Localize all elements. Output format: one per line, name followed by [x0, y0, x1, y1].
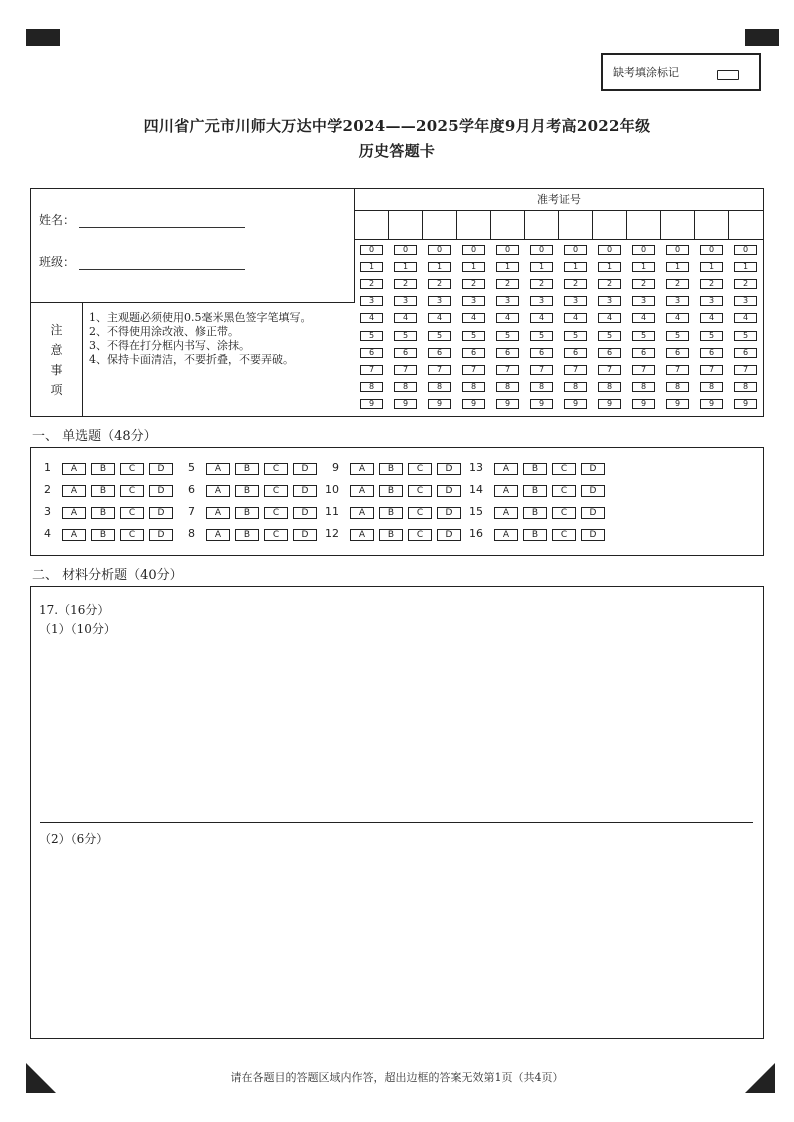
answer-bubble[interactable]: B	[235, 529, 259, 541]
exam-id-digit-bubble[interactable]: 5	[428, 331, 451, 341]
exam-id-digit-bubble[interactable]: 0	[360, 245, 383, 255]
answer-bubble[interactable]: D	[437, 463, 461, 475]
exam-id-digit-bubble[interactable]: 0	[462, 245, 485, 255]
answer-bubble[interactable]: A	[494, 485, 518, 497]
exam-id-digit-bubble[interactable]: 0	[428, 245, 451, 255]
exam-id-digit-bubble[interactable]: 2	[428, 279, 451, 289]
exam-id-digit-bubble[interactable]: 1	[598, 262, 621, 272]
exam-id-digit-bubble[interactable]: 9	[734, 399, 757, 409]
exam-id-digit-bubble[interactable]: 9	[360, 399, 383, 409]
exam-id-digit-bubble[interactable]: 2	[360, 279, 383, 289]
exam-id-write-cell[interactable]	[457, 211, 491, 240]
registration-mark-top-left	[26, 29, 60, 46]
exam-id-digit-bubble[interactable]: 5	[700, 331, 723, 341]
exam-id-digit-bubble[interactable]: 8	[496, 382, 519, 392]
exam-id-digit-bubble[interactable]: 0	[564, 245, 587, 255]
exam-id-digit-bubble[interactable]: 5	[632, 331, 655, 341]
answer-bubble[interactable]: C	[120, 529, 144, 541]
answer-bubble[interactable]: A	[350, 485, 374, 497]
answer-bubble[interactable]: D	[293, 529, 317, 541]
exam-id-digit-bubble[interactable]: 0	[496, 245, 519, 255]
exam-id-digit-bubble[interactable]: 0	[734, 245, 757, 255]
exam-id-digit-bubble[interactable]: 3	[360, 296, 383, 306]
question-number: 3	[44, 505, 51, 518]
exam-id-digit-bubble[interactable]: 0	[700, 245, 723, 255]
answer-bubble[interactable]: D	[581, 529, 605, 541]
question-number: 2	[44, 483, 51, 496]
exam-id-digit-bubble[interactable]: 1	[462, 262, 485, 272]
exam-id-digit-bubble[interactable]: 3	[700, 296, 723, 306]
exam-id-digit-bubble[interactable]: 9	[530, 399, 553, 409]
registration-mark-top-right	[745, 29, 779, 46]
exam-id-digit-bubble[interactable]: 1	[666, 262, 689, 272]
exam-id-digit-bubble[interactable]: 8	[564, 382, 587, 392]
answer-bubble[interactable]: A	[350, 463, 374, 475]
exam-id-digit-bubble[interactable]: 2	[700, 279, 723, 289]
exam-id-digit-bubble[interactable]: 3	[428, 296, 451, 306]
exam-id-digit-bubble[interactable]: 2	[666, 279, 689, 289]
exam-id-digit-bubble[interactable]: 2	[462, 279, 485, 289]
exam-id-digit-bubble[interactable]: 4	[428, 313, 451, 323]
exam-id-write-cell[interactable]	[491, 211, 525, 240]
answer-bubble[interactable]: A	[206, 485, 230, 497]
section-1-heading: 一、 单选题（48分）	[32, 429, 157, 444]
exam-id-digit-bubble[interactable]: 2	[632, 279, 655, 289]
exam-id-digit-bubble[interactable]: 1	[360, 262, 383, 272]
answer-bubble[interactable]: B	[91, 485, 115, 497]
answer-bubble[interactable]: B	[523, 529, 547, 541]
absent-mark-label: 缺考填涂标记	[613, 66, 679, 79]
exam-id-digit-bubble[interactable]: 4	[394, 313, 417, 323]
answer-bubble[interactable]: A	[62, 485, 86, 497]
exam-id-digit-bubble[interactable]: 0	[394, 245, 417, 255]
exam-id-digit-bubble[interactable]: 7	[598, 365, 621, 375]
exam-id-column	[491, 211, 525, 416]
answer-bubble[interactable]: D	[149, 507, 173, 519]
answer-bubble[interactable]: D	[149, 463, 173, 475]
answer-bubble[interactable]: B	[91, 529, 115, 541]
question-number: 14	[469, 483, 483, 496]
notice-label-char: 注	[50, 322, 63, 337]
exam-id-write-cell[interactable]	[627, 211, 661, 240]
exam-id-digit-bubble[interactable]: 7	[632, 365, 655, 375]
answer-bubble[interactable]: D	[149, 485, 173, 497]
exam-id-digit-bubble[interactable]: 2	[530, 279, 553, 289]
question-number: 8	[188, 527, 195, 540]
answer-bubble[interactable]: B	[523, 485, 547, 497]
exam-id-write-cell[interactable]	[355, 211, 389, 240]
exam-id-digit-bubble[interactable]: 3	[598, 296, 621, 306]
exam-id-digit-bubble[interactable]: 9	[428, 399, 451, 409]
answer-bubble[interactable]: B	[523, 463, 547, 475]
exam-id-title: 准考证号	[355, 189, 763, 211]
exam-id-digit-bubble[interactable]: 8	[462, 382, 485, 392]
exam-id-write-cell[interactable]	[695, 211, 729, 240]
absent-mark-box	[601, 53, 761, 91]
answer-bubble[interactable]: D	[293, 463, 317, 475]
exam-id-digit-bubble[interactable]: 6	[734, 348, 757, 358]
answer-bubble[interactable]: A	[62, 529, 86, 541]
exam-id-digit-bubble[interactable]: 9	[598, 399, 621, 409]
name-input-line[interactable]	[79, 214, 245, 228]
answer-bubble[interactable]: A	[350, 529, 374, 541]
exam-id-digit-bubble[interactable]: 6	[496, 348, 519, 358]
notice-list	[89, 311, 351, 367]
exam-id-column	[355, 211, 389, 416]
exam-id-digit-bubble[interactable]: 8	[632, 382, 655, 392]
essay-answer-box[interactable]	[30, 586, 764, 1039]
exam-id-digit-bubble[interactable]: 2	[598, 279, 621, 289]
answer-bubble[interactable]: B	[235, 507, 259, 519]
exam-id-write-cell[interactable]	[389, 211, 423, 240]
absent-mark-bubble[interactable]	[717, 70, 739, 80]
page-footer: 请在各题目的答题区域内作答，超出边框的答案无效第1页（共4页）	[230, 1071, 564, 1084]
exam-id-digit-bubble[interactable]: 7	[564, 365, 587, 375]
exam-id-digit-bubble[interactable]: 6	[632, 348, 655, 358]
exam-id-column	[661, 211, 695, 416]
exam-id-digit-bubble[interactable]: 9	[462, 399, 485, 409]
notice-item: 4、保持卡面清洁，不要折叠，不要弄破。	[89, 353, 294, 366]
answer-bubble[interactable]: B	[91, 507, 115, 519]
answer-bubble[interactable]: A	[62, 463, 86, 475]
answer-bubble[interactable]: C	[264, 463, 288, 475]
exam-id-digit-bubble[interactable]: 1	[530, 262, 553, 272]
exam-id-digit-bubble[interactable]: 6	[700, 348, 723, 358]
exam-id-digit-bubble[interactable]: 8	[428, 382, 451, 392]
answer-bubble[interactable]: B	[523, 507, 547, 519]
question-number: 6	[188, 483, 195, 496]
answer-bubble[interactable]: B	[379, 463, 403, 475]
exam-id-digit-bubble[interactable]: 4	[666, 313, 689, 323]
question-number: 10	[325, 483, 339, 496]
exam-id-digit-bubble[interactable]: 4	[530, 313, 553, 323]
question-number: 15	[469, 505, 483, 518]
answer-bubble[interactable]: C	[120, 485, 144, 497]
answer-bubble[interactable]: C	[120, 463, 144, 475]
exam-id-digit-bubble[interactable]: 4	[734, 313, 757, 323]
exam-id-digit-bubble[interactable]: 3	[666, 296, 689, 306]
question-number: 5	[188, 461, 195, 474]
notice-label-char: 意	[50, 342, 63, 357]
exam-id-digit-bubble[interactable]: 3	[530, 296, 553, 306]
exam-id-digit-bubble[interactable]: 7	[734, 365, 757, 375]
exam-id-digit-bubble[interactable]: 5	[462, 331, 485, 341]
exam-id-digit-bubble[interactable]: 2	[496, 279, 519, 289]
exam-id-digit-bubble[interactable]: 4	[700, 313, 723, 323]
exam-id-digit-bubble[interactable]: 2	[394, 279, 417, 289]
exam-id-write-cell[interactable]	[423, 211, 457, 240]
question-17-part-1-label: （1）（10分）	[39, 622, 116, 636]
class-input-line[interactable]	[79, 256, 245, 270]
exam-id-column	[627, 211, 661, 416]
exam-id-column	[389, 211, 423, 416]
answer-bubble[interactable]: B	[379, 485, 403, 497]
page-subtitle: 历史答题卡	[358, 142, 436, 160]
answer-bubble[interactable]: D	[581, 463, 605, 475]
exam-id-digit-bubble[interactable]: 3	[462, 296, 485, 306]
answer-bubble[interactable]: B	[235, 463, 259, 475]
exam-id-digit-bubble[interactable]: 5	[598, 331, 621, 341]
answer-bubble[interactable]: C	[552, 485, 576, 497]
exam-id-digit-bubble[interactable]: 7	[530, 365, 553, 375]
exam-id-digit-bubble[interactable]: 8	[394, 382, 417, 392]
exam-id-digit-bubble[interactable]: 7	[360, 365, 383, 375]
exam-id-write-cell[interactable]	[559, 211, 593, 240]
answer-bubble[interactable]: C	[264, 529, 288, 541]
answer-bubble[interactable]: C	[552, 507, 576, 519]
answer-bubble[interactable]: D	[437, 529, 461, 541]
exam-id-column	[695, 211, 729, 416]
answer-bubble[interactable]: A	[206, 529, 230, 541]
exam-id-digit-bubble[interactable]: 5	[734, 331, 757, 341]
exam-id-digit-bubble[interactable]: 8	[734, 382, 757, 392]
exam-id-digit-bubble[interactable]: 5	[360, 331, 383, 341]
answer-bubble[interactable]: A	[62, 507, 86, 519]
exam-id-column	[525, 211, 559, 416]
exam-id-digit-bubble[interactable]: 9	[394, 399, 417, 409]
exam-id-digit-bubble[interactable]: 4	[496, 313, 519, 323]
exam-id-digit-bubble[interactable]: 1	[632, 262, 655, 272]
answer-bubble[interactable]: D	[437, 507, 461, 519]
exam-id-digit-bubble[interactable]: 0	[530, 245, 553, 255]
notice-item: 2、不得使用涂改液、修正带。	[89, 325, 239, 338]
exam-id-digit-bubble[interactable]: 8	[360, 382, 383, 392]
question-number: 7	[188, 505, 195, 518]
answer-bubble[interactable]: C	[408, 463, 432, 475]
student-fields	[31, 189, 355, 303]
answer-bubble[interactable]: B	[91, 463, 115, 475]
answer-bubble[interactable]: D	[581, 507, 605, 519]
exam-id-digit-bubble[interactable]: 7	[462, 365, 485, 375]
answer-bubble[interactable]: C	[408, 529, 432, 541]
notice-item: 1、主观题必须使用0.5毫米黑色签字笔填写。	[89, 311, 312, 324]
exam-id-digit-bubble[interactable]: 1	[496, 262, 519, 272]
exam-id-write-cell[interactable]	[593, 211, 627, 240]
answer-bubble[interactable]: B	[379, 529, 403, 541]
exam-id-digit-bubble[interactable]: 7	[666, 365, 689, 375]
exam-id-digit-bubble[interactable]: 8	[598, 382, 621, 392]
answer-bubble[interactable]: C	[264, 485, 288, 497]
question-number: 1	[44, 461, 51, 474]
notice-label-char: 事	[50, 362, 63, 377]
exam-id-digit-bubble[interactable]: 1	[734, 262, 757, 272]
student-info-box	[30, 188, 764, 417]
exam-id-digit-bubble[interactable]: 3	[632, 296, 655, 306]
exam-id-write-cell[interactable]	[525, 211, 559, 240]
exam-id-column	[729, 211, 763, 416]
exam-id-column	[593, 211, 627, 416]
exam-id-column	[559, 211, 593, 416]
exam-id-digit-bubble[interactable]: 6	[598, 348, 621, 358]
answer-bubble[interactable]: D	[293, 507, 317, 519]
answer-bubble[interactable]: C	[552, 463, 576, 475]
exam-id-digit-bubble[interactable]: 1	[564, 262, 587, 272]
exam-id-digit-bubble[interactable]: 3	[734, 296, 757, 306]
exam-id-digit-bubble[interactable]: 8	[666, 382, 689, 392]
exam-id-digit-bubble[interactable]: 0	[598, 245, 621, 255]
question-17-part-2-label: （2）（6分）	[39, 832, 109, 846]
exam-id-digit-bubble[interactable]: 1	[700, 262, 723, 272]
exam-id-digit-bubble[interactable]: 8	[700, 382, 723, 392]
answer-bubble[interactable]: C	[120, 507, 144, 519]
answer-bubble[interactable]: D	[437, 485, 461, 497]
exam-id-digit-bubble[interactable]: 3	[496, 296, 519, 306]
page-title: 四川省广元市川师大万达中学2024——2025学年度9月月考高2022年级	[143, 117, 651, 135]
answer-bubble[interactable]: A	[206, 463, 230, 475]
exam-id-digit-bubble[interactable]: 5	[564, 331, 587, 341]
answer-bubble[interactable]: A	[494, 507, 518, 519]
exam-id-write-cell[interactable]	[661, 211, 695, 240]
exam-id-digit-bubble[interactable]: 4	[462, 313, 485, 323]
answer-bubble[interactable]: A	[494, 463, 518, 475]
answer-bubble[interactable]: C	[552, 529, 576, 541]
exam-id-digit-bubble[interactable]: 6	[394, 348, 417, 358]
class-field	[39, 253, 245, 270]
exam-id-digit-bubble[interactable]: 4	[632, 313, 655, 323]
exam-id-column	[457, 211, 491, 416]
answer-bubble[interactable]: C	[408, 485, 432, 497]
exam-id-digit-bubble[interactable]: 9	[496, 399, 519, 409]
answer-bubble[interactable]: C	[264, 507, 288, 519]
question-number: 4	[44, 527, 51, 540]
exam-id-digit-bubble[interactable]: 5	[666, 331, 689, 341]
exam-id-digit-bubble[interactable]: 1	[428, 262, 451, 272]
exam-id-digit-bubble[interactable]: 9	[564, 399, 587, 409]
exam-id-digit-bubble[interactable]: 6	[564, 348, 587, 358]
exam-id-digit-bubble[interactable]: 6	[462, 348, 485, 358]
exam-id-digit-bubble[interactable]: 7	[496, 365, 519, 375]
exam-id-digit-bubble[interactable]: 9	[632, 399, 655, 409]
answer-bubble[interactable]: D	[149, 529, 173, 541]
notice-label-char: 项	[50, 382, 63, 397]
answer-bubble[interactable]: A	[494, 529, 518, 541]
exam-id-digit-bubble[interactable]: 2	[564, 279, 587, 289]
section-2-heading: 二、 材料分析题（40分）	[32, 568, 183, 583]
exam-id-digit-bubble[interactable]: 5	[530, 331, 553, 341]
answer-bubble[interactable]: A	[206, 507, 230, 519]
exam-id-digit-bubble[interactable]: 7	[428, 365, 451, 375]
exam-id-digit-bubble[interactable]: 4	[564, 313, 587, 323]
name-field	[39, 211, 245, 228]
exam-id-digit-bubble[interactable]: 6	[428, 348, 451, 358]
exam-id-column	[423, 211, 457, 416]
exam-id-write-cell[interactable]	[729, 211, 763, 240]
exam-id-digit-bubble[interactable]: 6	[360, 348, 383, 358]
question-number: 13	[469, 461, 483, 474]
question-number: 11	[325, 505, 339, 518]
exam-id-digit-bubble[interactable]: 5	[496, 331, 519, 341]
exam-id-digit-bubble[interactable]: 4	[360, 313, 383, 323]
exam-id-digit-bubble[interactable]: 8	[530, 382, 553, 392]
exam-id-digit-bubble[interactable]: 4	[598, 313, 621, 323]
answer-bubble[interactable]: A	[350, 507, 374, 519]
class-label: 班级：	[39, 255, 76, 269]
exam-id-digit-bubble[interactable]: 9	[700, 399, 723, 409]
exam-id-digit-bubble[interactable]: 1	[394, 262, 417, 272]
exam-id-digit-bubble[interactable]: 9	[666, 399, 689, 409]
multiple-choice-box	[30, 447, 764, 556]
exam-id-digit-bubble[interactable]: 0	[632, 245, 655, 255]
name-label: 姓名：	[39, 213, 76, 227]
notice-label	[31, 303, 83, 416]
exam-id-digit-bubble[interactable]: 2	[734, 279, 757, 289]
exam-id-digit-bubble[interactable]: 5	[394, 331, 417, 341]
question-17-label: 17.（16分）	[39, 603, 110, 617]
answer-bubble[interactable]: D	[293, 485, 317, 497]
exam-id-digit-bubble[interactable]: 0	[666, 245, 689, 255]
question-number: 9	[332, 461, 339, 474]
exam-id-digit-bubble[interactable]: 3	[394, 296, 417, 306]
question-number: 12	[325, 527, 339, 540]
exam-id-digit-bubble[interactable]: 6	[530, 348, 553, 358]
exam-id-digit-bubble[interactable]: 6	[666, 348, 689, 358]
exam-id-digit-bubble[interactable]: 7	[700, 365, 723, 375]
exam-id-digit-bubble[interactable]: 7	[394, 365, 417, 375]
answer-bubble[interactable]: C	[408, 507, 432, 519]
answer-bubble[interactable]: B	[379, 507, 403, 519]
answer-divider	[40, 822, 753, 823]
answer-bubble[interactable]: D	[581, 485, 605, 497]
question-number: 16	[469, 527, 483, 540]
notice-item: 3、不得在打分框内书写、涂抹。	[89, 339, 250, 352]
exam-id-digit-bubble[interactable]: 3	[564, 296, 587, 306]
answer-bubble[interactable]: B	[235, 485, 259, 497]
